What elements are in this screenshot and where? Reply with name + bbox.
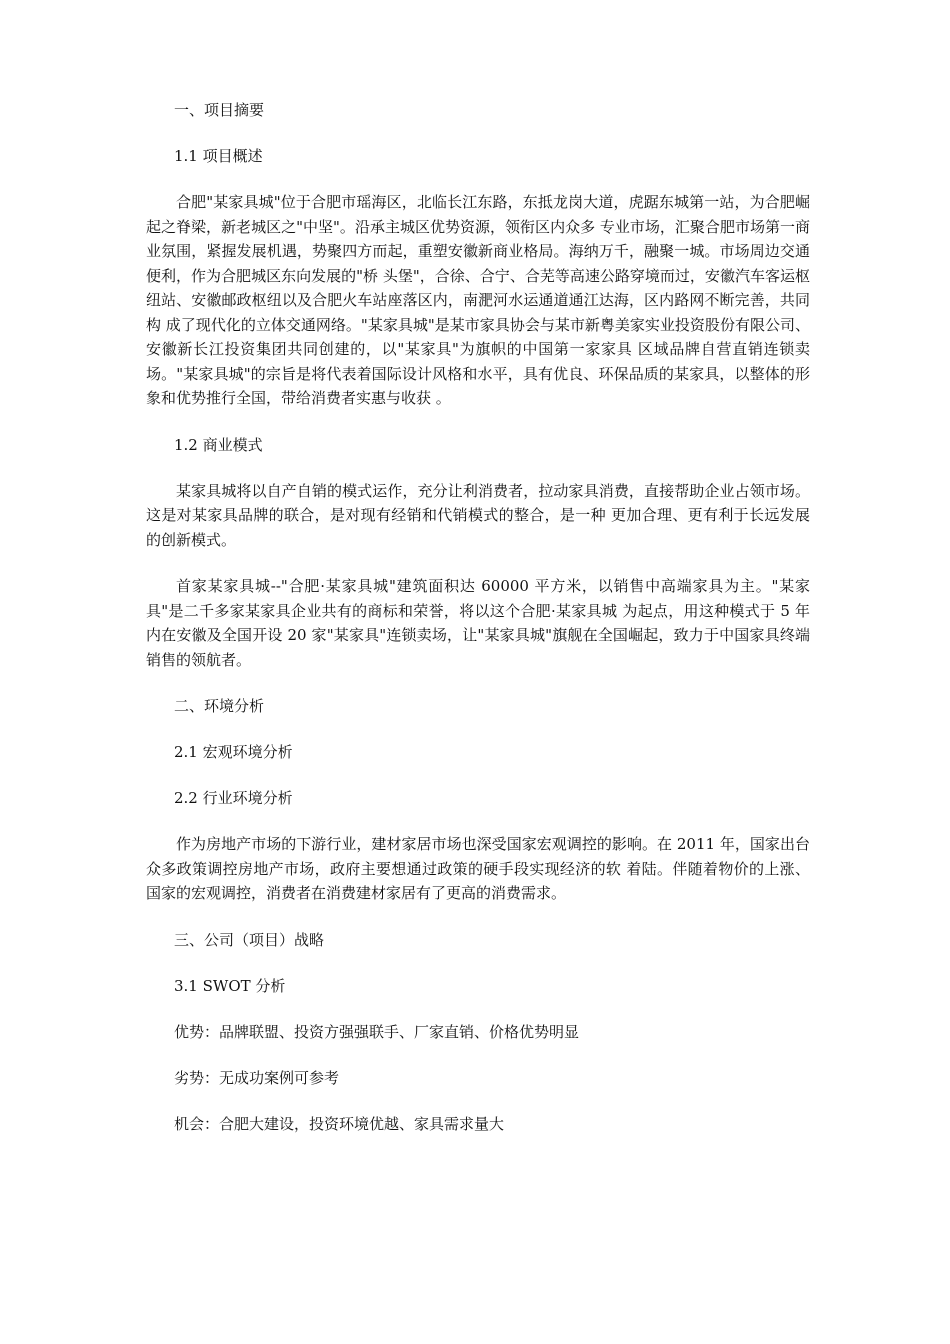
heading-macro-environment: 2.1 宏观环境分析 [174, 743, 293, 761]
heading-environment-analysis: 二、环境分析 [174, 697, 265, 715]
heading-project-summary: 一、项目摘要 [174, 101, 265, 119]
swot-weakness: 劣势：无成功案例可参考 [174, 1068, 340, 1087]
heading-swot: 3.1 SWOT 分析 [174, 976, 286, 995]
heading-industry-environment: 2.2 行业环境分析 [174, 789, 293, 807]
swot-strength: 优势：品牌联盟、投资方强强联手、厂家直销、价格优势明显 [174, 1022, 580, 1041]
paragraph-first-store: 首家某家具城--"合肥·某家具城"建筑面积达 60000 平方米，以销售中高端家具为主。"某家具"是二千多家某家具企业共有的商标和荣誉，将以这个合肥·某家具城 为起点，用这种模式于 5 年内在安徽及全国开设 20 家"某家具"连锁卖场，让"某家具城"旗舰在全国崛起，致力于中国家具终端销售的领航者。 [146, 577, 810, 669]
heading-company-strategy: 三、公司（项目）战略 [174, 930, 325, 949]
paragraph-industry: 作为房地产市场的下游行业，建材家居市场也深受国家宏观调控的影响。在 2011 年，国家出台众多政策调控房地产市场，政府主要想通过政策的硬手段实现经济的软 着陆。伴随着物价的上涨、国家的宏观调控，消费者在消费建材家居有了更高的消费需求。 [146, 835, 810, 902]
heading-project-overview: 1.1 项目概述 [174, 147, 263, 165]
paragraph-overview: 合肥"某家具城"位于合肥市瑶海区，北临长江东路，东抵龙岗大道，虎踞东城第一站，为合肥崛起之脊梁，新老城区之"中坚"。沿承主城区优势资源，领衔区内众多 专业市场，汇聚合肥市场第一商业氛围，紧握发展机遇，势聚四方而起，重塑安徽新商业格局。海纳万千，融聚一城。市场周边交通便利，作为合肥城区东向发展的"桥 头堡"，合徐、合宁、合芜等高速公路穿境而过，安徽汽车客运枢纽站、安徽邮政枢纽以及合肥火车站座落区内，南淝河水运通道通江达海，区内路网不断完善，共同构 成了现代化的立体交通网络。"某家具城"是某市家具协会与某市新粤美家实业投资股份有限公司、安徽新长江投资集团共同创建的，以"某家具"为旗帜的中国第一家家具 区域品牌自营直销连锁卖场。"某家具城"的宗旨是将代表着国际设计风格和水平，具有优良、环保品质的某家具，以整体的形象和优势推行全国，带给消费者实惠与收获 。 [146, 193, 810, 407]
heading-business-model: 1.2 商业模式 [174, 435, 263, 454]
document-page [146, 98, 810, 1158]
paragraph-business-model: 某家具城将以自产自销的模式运作，充分让利消费者，拉动家具消费，直接帮助企业占领市场。这是对某家具品牌的联合，是对现有经销和代销模式的整合，是一种 更加合理、更有利于长远发展的创新模式。 [146, 481, 810, 549]
swot-opportunity: 机会：合肥大建设，投资环境优越、家具需求量大 [174, 1114, 505, 1133]
